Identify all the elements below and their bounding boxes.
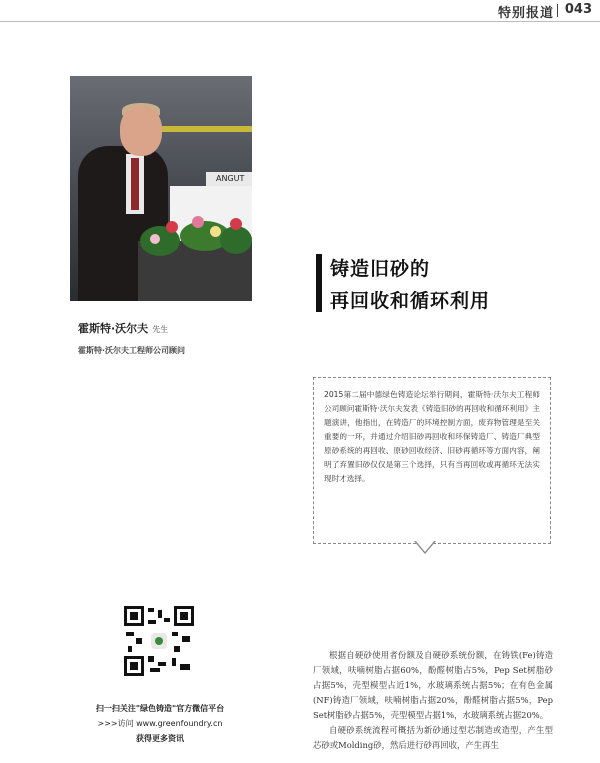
qr-finder-core xyxy=(130,612,138,620)
promo-line-1: 扫一扫关注"绿色铸造"官方微信平台 xyxy=(95,704,225,713)
promo-line-2[interactable]: >>>访问 www.greenfoundry.cn xyxy=(97,719,223,728)
speaker-name xyxy=(78,320,168,336)
qr-module xyxy=(150,668,160,672)
photo-flower xyxy=(166,221,178,233)
qr-module xyxy=(126,632,134,636)
qr-module xyxy=(148,608,154,612)
speaker-honorific: 先生 xyxy=(152,325,169,334)
article-body xyxy=(313,648,553,753)
photo-tie xyxy=(131,158,139,210)
qr-module xyxy=(158,610,162,618)
speaker-photo xyxy=(70,76,252,301)
photo-sign-text: ANGUT xyxy=(216,174,245,183)
photo-head xyxy=(120,106,162,156)
qr-module xyxy=(158,662,166,666)
abstract-text: 2015第二届中德绿色铸造论坛举行期间，霍斯特·沃尔夫工程师公司顾问霍斯特·沃尔夫发表《铸造旧砂的再回收和循环利用》主题演讲，他指出，在铸造厂的环境控制方面，废弃物管理是至关重要的一环，并通过介绍旧砂再回收和环保铸造厂、铸造厂典型原砂系统的再回收、原砂回收经济、旧砂再循环等方面内容，阐明了弃置旧砂仅仅是第三个选择，只有当再回收或再循环无法实现时才选择。 xyxy=(324,390,540,483)
qr-module xyxy=(182,636,190,642)
photo-crane-beam xyxy=(160,126,252,132)
title-accent-bar xyxy=(316,254,322,312)
speaker-title: 霍斯特·沃尔夫工程师公司顾问 xyxy=(78,346,186,355)
article-title-line2: 再回收和循环利用 xyxy=(330,290,491,312)
qr-module xyxy=(172,658,176,666)
abstract-box-tail xyxy=(415,540,435,552)
photo-flower xyxy=(210,226,221,237)
speaker-name-text: 霍斯特·沃尔夫 xyxy=(78,322,149,335)
photo-flower xyxy=(220,226,252,254)
article-title-line1: 铸造旧砂的 xyxy=(330,258,431,280)
header-rule xyxy=(0,21,600,22)
qr-finder-core xyxy=(180,612,188,620)
article-paragraph-2: 自硬砂系统流程可概括为新砂通过型芯制造或造型，产生型芯砂或Molding砂，然后进行砂再回收，产生再生 xyxy=(313,725,553,750)
photo-flower xyxy=(150,234,160,244)
qr-module xyxy=(148,656,154,662)
article-paragraph-1: 根据自硬砂使用者份额及自硬砂系统份额，在铸铁(Fe)铸造厂领域，呋喃树脂占据60%，酚醛树脂占5%，Pep Set树脂砂占据5%，壳型模型占近1%，水玻璃系统占据5%；在有色金属(NF)铸造厂领域，呋喃树脂占据20%，酚醛树脂占据5%，Pep Set树脂砂占据5%，壳型模型占据1%，水玻璃系统占据20%。 xyxy=(313,650,553,720)
abstract-box xyxy=(313,377,551,544)
qr-module xyxy=(172,632,178,636)
photo-flower xyxy=(192,216,204,228)
qr-module xyxy=(136,638,142,644)
qr-module xyxy=(180,664,190,670)
photo-flower xyxy=(230,218,242,230)
qr-finder-core xyxy=(130,662,138,670)
qr-logo-icon xyxy=(155,637,163,645)
qr-module xyxy=(128,646,132,652)
promo-line-3: 获得更多资讯 xyxy=(136,734,184,743)
page-number: 043 xyxy=(564,2,592,17)
header-separator xyxy=(557,4,558,17)
qr-module xyxy=(164,618,170,622)
section-label: 特别报道 xyxy=(497,6,554,21)
qr-module xyxy=(174,646,180,652)
photo-sign xyxy=(206,172,252,186)
qr-code[interactable] xyxy=(124,606,194,676)
qr-module xyxy=(148,620,156,624)
